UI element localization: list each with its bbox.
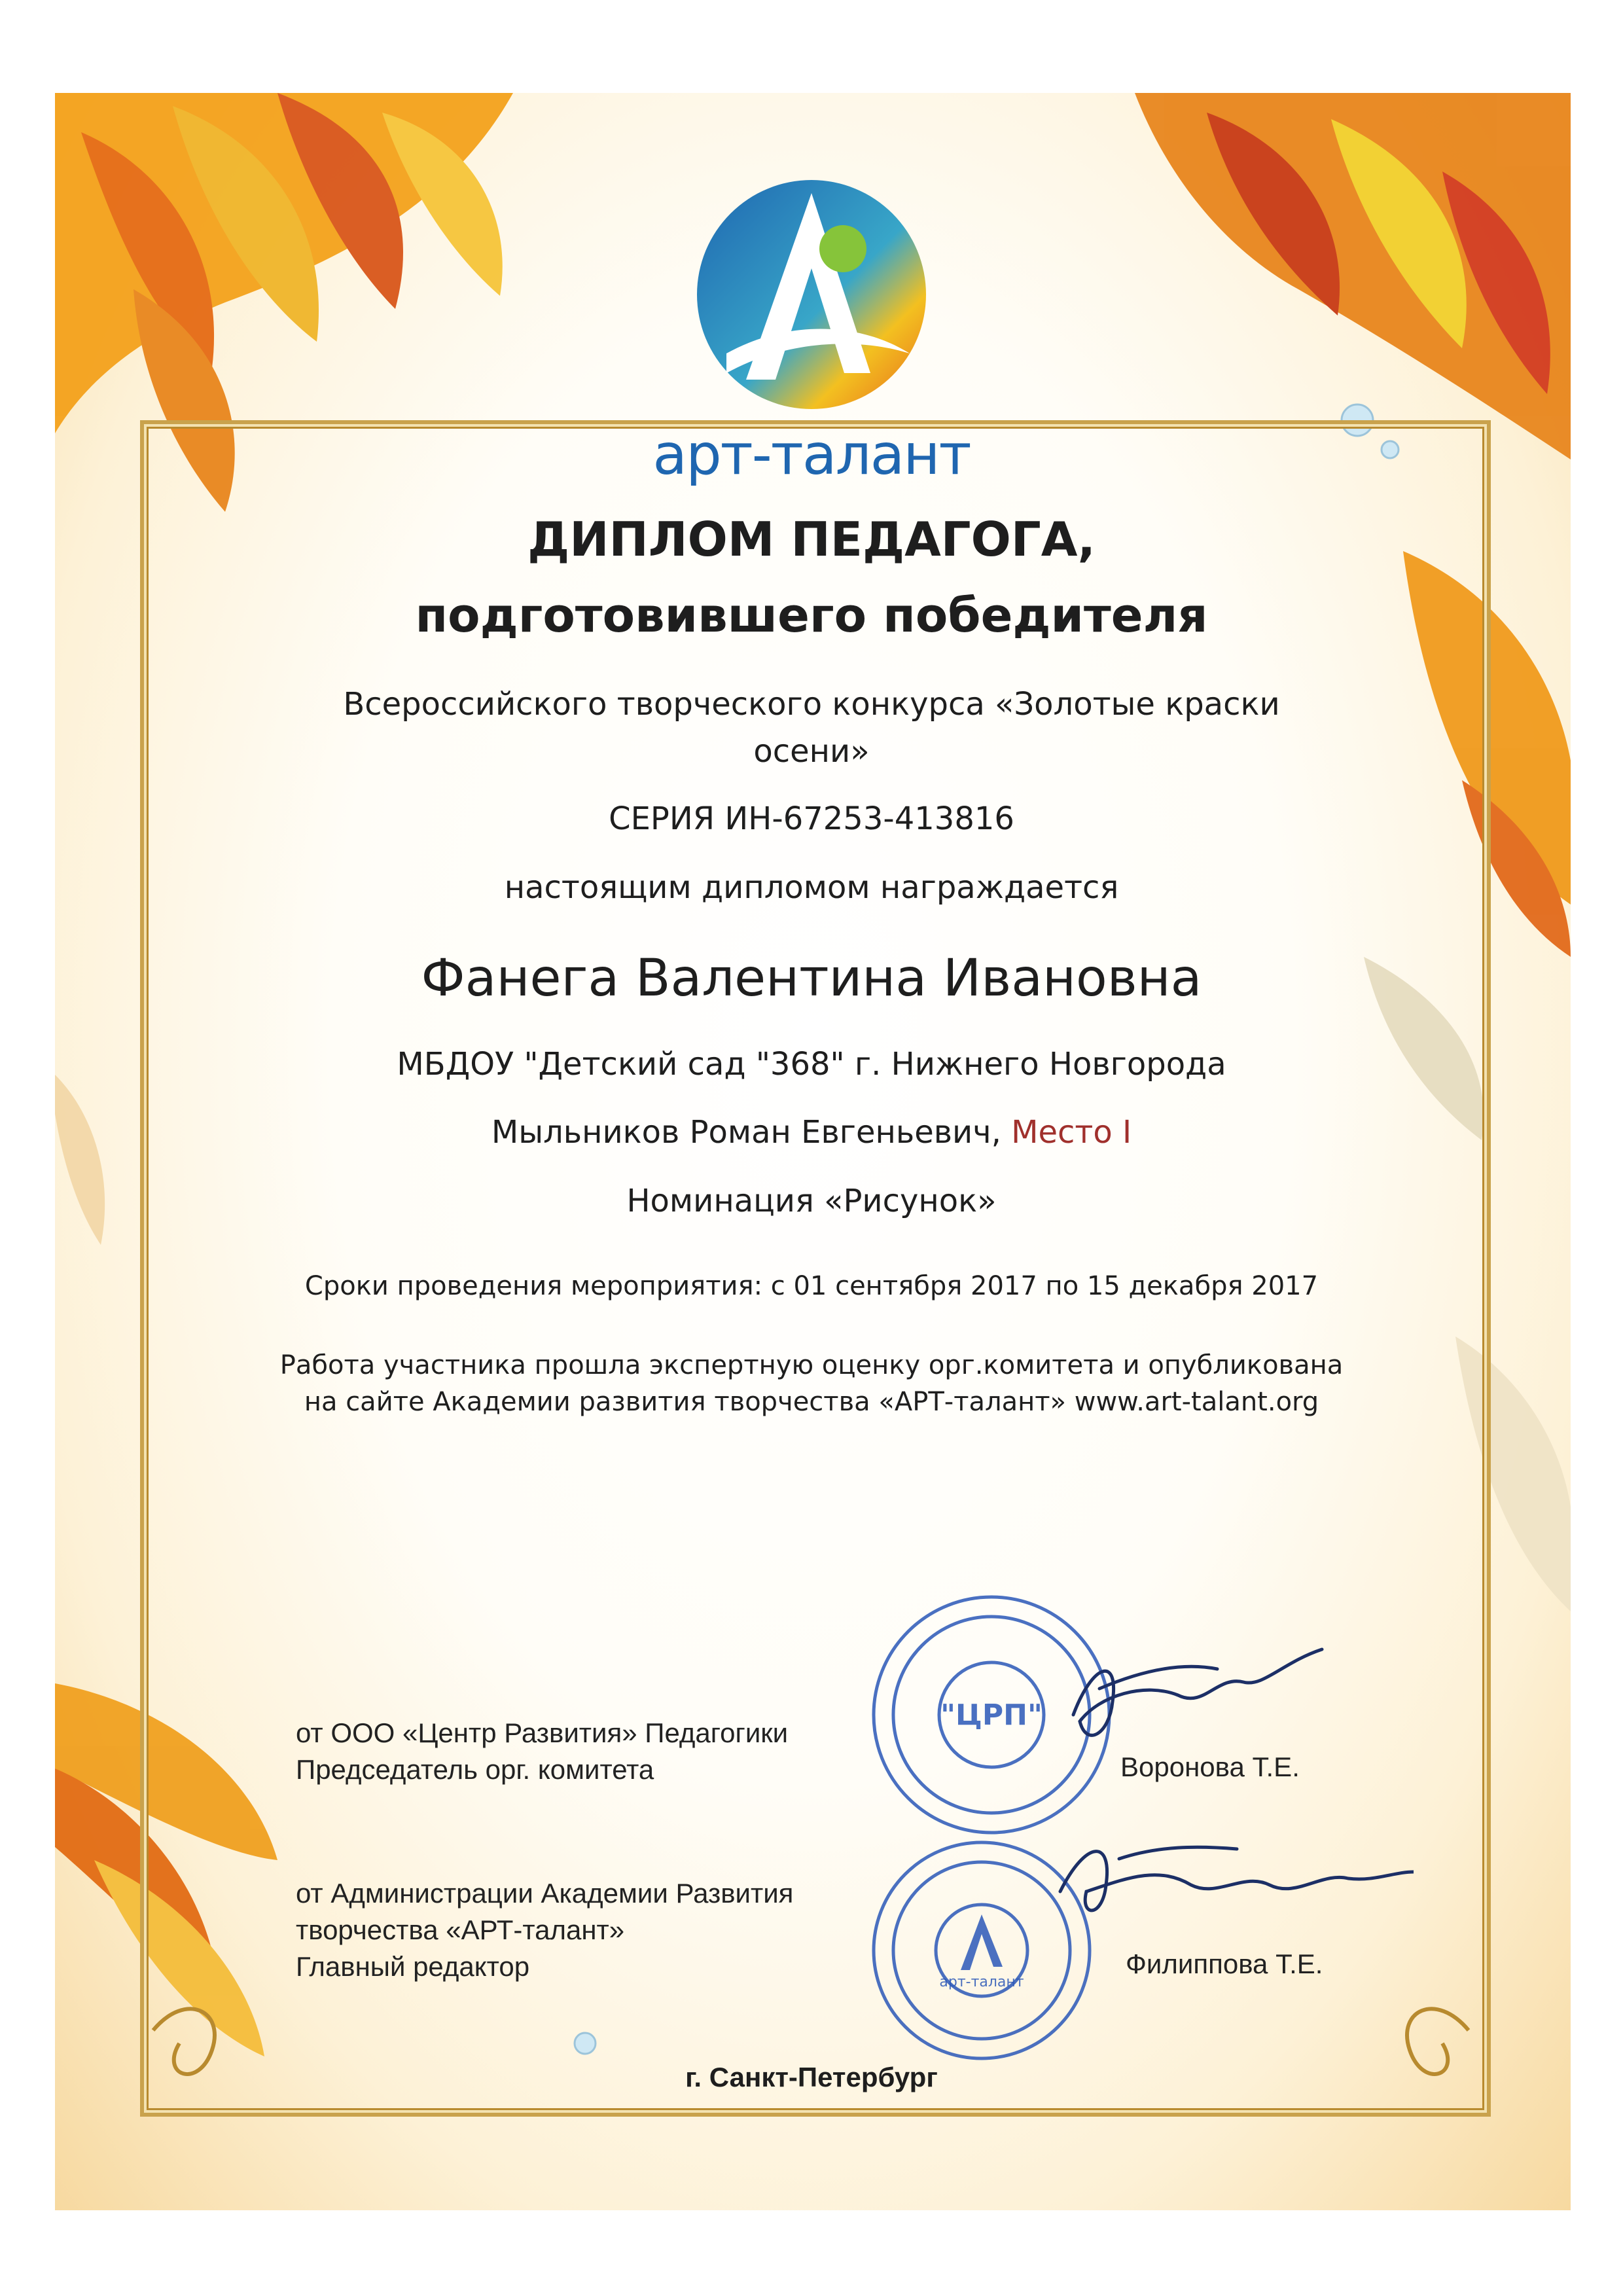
signatory-2-org-line1: от Администрации Академии Развития: [296, 1878, 794, 1909]
title-line1: ДИПЛОМ ПЕДАГОГА,: [527, 512, 1096, 567]
awarded-text: настоящим дипломом награждается: [504, 869, 1119, 906]
work-note-line2: на сайте Академии развития творчества «АРТ-талант» www.art-talant.org: [304, 1387, 1319, 1417]
place-award: Место I: [1011, 1114, 1132, 1151]
signatory-2-org-line2: творчества «АРТ-талант»: [296, 1914, 625, 1945]
logo-wordmark: арт-талант: [652, 422, 971, 488]
signatory-2-name: Филиппова Т.Е.: [1126, 1948, 1323, 1979]
signatory-1-org: от ООО «Центр Развития» Педагогики: [296, 1717, 789, 1748]
title-line2: подготовившего победителя: [415, 588, 1208, 643]
work-review-note: [0, 1347, 1623, 1420]
contest-name: Всероссийского творческого конкурса «Золотые краски осени»: [343, 686, 1280, 770]
participant-line: [0, 1114, 1623, 1151]
event-dates: Сроки проведения мероприятия: с 01 сентября 2017 по 15 декабря 2017: [304, 1271, 1319, 1301]
signatory-1: [296, 1715, 788, 1788]
series-number: СЕРИЯ ИН-67253-413816: [609, 800, 1014, 837]
signatory-2-role: Главный редактор: [296, 1951, 530, 1982]
work-note-line1: Работа участника прошла экспертную оценку орг.комитета и опубликована: [279, 1350, 1344, 1380]
signatory-1-name: Воронова Т.Е.: [1120, 1751, 1300, 1782]
nomination: Номинация «Рисунок»: [626, 1183, 997, 1219]
participant-name: Мыльников Роман Евгеньевич,: [491, 1114, 1001, 1151]
city: г. Санкт-Петербург: [685, 2062, 938, 2092]
stamp1-label: "ЦРП": [940, 1698, 1043, 1732]
recipient-name: Фанега Валентина Ивановна: [421, 949, 1202, 1008]
organization: МБДОУ "Детский сад "368" г. Нижнего Новгорода: [397, 1046, 1226, 1083]
signatory-2: [296, 1875, 793, 1985]
stamp2-label: арт-талант: [939, 1974, 1024, 1990]
handwritten-signatures: [1047, 1623, 1414, 1990]
signatory-1-role: Председатель орг. комитета: [296, 1754, 654, 1785]
